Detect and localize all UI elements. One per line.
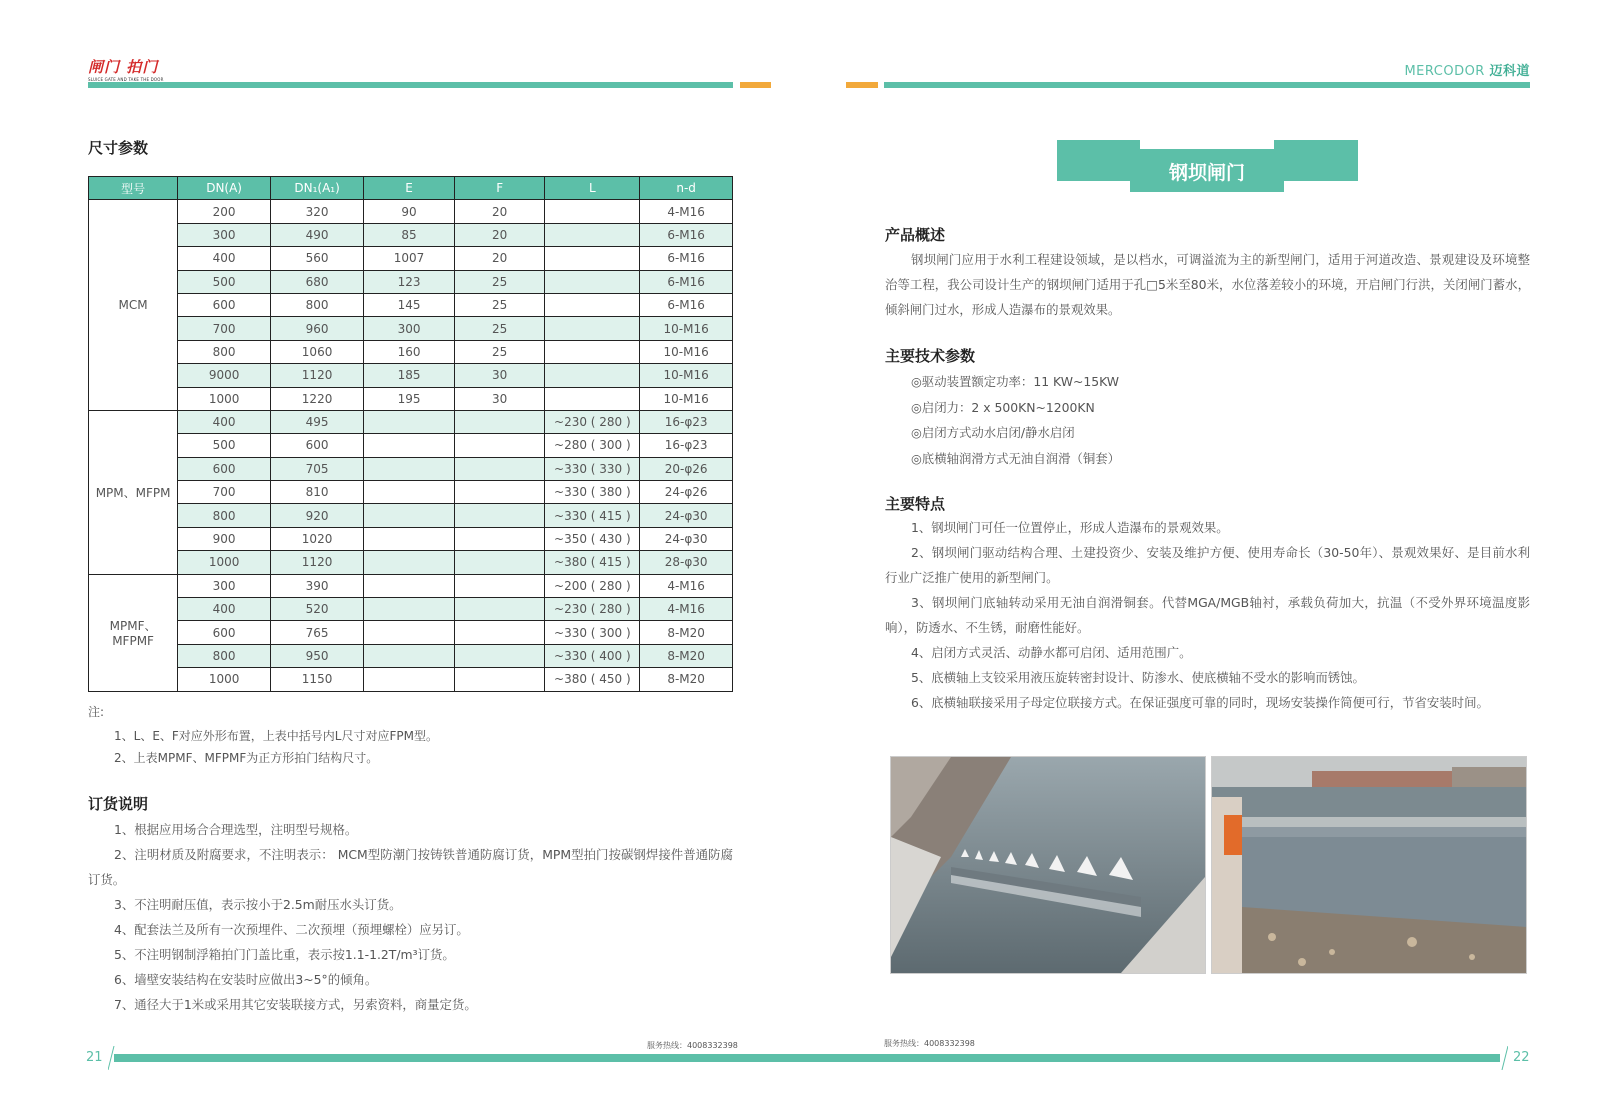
page-number-right: 22 [1513,1050,1530,1065]
table-cell [364,644,455,667]
table-cell: 800 [178,644,271,667]
table-cell: 6-M16 [640,293,733,316]
table-cell: 705 [271,457,364,480]
table-row [89,598,733,621]
table-cell [545,317,640,340]
hotline-right: 服务热线：4008332398 [884,1039,975,1048]
table-cell: 1120 [271,551,364,574]
table-cell: 90 [364,200,455,223]
header-bar-right [884,82,1530,88]
model-cell: MPMF、 MFPMF [89,574,178,691]
table-cell: ~380 ( 450 ) [545,668,640,691]
table-row [89,434,733,457]
table-row [89,481,733,504]
table-cell [545,247,640,270]
param-item: ◎启闭方式动水启闭/静水启闭 [911,425,1075,440]
order-item: 2、注明材质及附腐要求，不注明表示： MCM型防潮门按铸铁普通防腐订货，MPM型拍门按碳钢焊接件普通防腐订货。 [88,847,733,887]
table-header-cell: F [454,177,545,200]
table-cell: 400 [178,598,271,621]
table-cell [545,364,640,387]
table-cell: 123 [364,270,455,293]
table-cell: ~330 ( 300 ) [545,621,640,644]
brand-en: MERCODOR [1404,64,1485,79]
table-cell: ~230 ( 280 ) [545,410,640,433]
table-cell: 600 [178,621,271,644]
order-item: 4、配套法兰及所有一次预埋件、二次预埋（预埋螺栓）应另订。 [114,922,469,937]
params-title: 主要技术参数 [885,347,976,365]
table-cell: 300 [178,574,271,597]
table-cell [454,621,545,644]
table-cell: 400 [178,410,271,433]
table-row [89,270,733,293]
table-cell: 20 [454,200,545,223]
table-cell [364,527,455,550]
table-header-cell: L [545,177,640,200]
logo-cn: 闸门 拍门 [88,58,159,76]
param-item: ◎驱动装置额定功率：11 KW~15KW [911,374,1120,389]
footer-bar [108,1046,1508,1070]
table-cell [364,457,455,480]
param-item: ◎底横轴润滑方式无油自润滑（铜套） [911,450,1121,466]
table-cell: 800 [178,340,271,363]
table-cell: 1150 [271,668,364,691]
table-cell: 25 [454,270,545,293]
table-cell: 200 [178,200,271,223]
table-cell: 520 [271,598,364,621]
table-row [89,200,733,223]
table-cell [454,668,545,691]
table-header-cell: n-d [640,177,733,200]
table-cell [454,457,545,480]
table-row [89,223,733,246]
table-cell [545,200,640,223]
table-cell [364,410,455,433]
table-cell [454,481,545,504]
table-cell [454,598,545,621]
table-cell [364,668,455,691]
table-cell: 8-M20 [640,644,733,667]
table-cell: 1060 [271,340,364,363]
table-header-cell: DN₁(A₁) [271,177,364,200]
notes-label: 注: [88,705,105,719]
params-list [885,369,1530,471]
table-cell [364,434,455,457]
table-cell: 500 [178,270,271,293]
table-cell [545,340,640,363]
table-cell: 10-M16 [640,364,733,387]
param-item: ◎启闭力：2 x 500KN~1200KN [911,399,1095,415]
table-cell: 1007 [364,247,455,270]
table-row [89,364,733,387]
table-cell: ~280 ( 300 ) [545,434,640,457]
table-cell: 600 [178,293,271,316]
table-cell: 24-φ30 [640,504,733,527]
table-cell: ~230 ( 280 ) [545,598,640,621]
table-cell: 24-φ30 [640,527,733,550]
table-cell: 920 [271,504,364,527]
table-cell: 16-φ23 [640,410,733,433]
table-cell [364,574,455,597]
table-cell: 160 [364,340,455,363]
table-cell: 4-M16 [640,200,733,223]
table-cell: 6-M16 [640,270,733,293]
table-cell: 8-M20 [640,668,733,691]
table-cell: 560 [271,247,364,270]
table-cell: 1220 [271,387,364,410]
table-cell [545,270,640,293]
table-cell: 390 [271,574,364,597]
table-cell [364,481,455,504]
table-cell: 1000 [178,551,271,574]
table-cell: ~330 ( 380 ) [545,481,640,504]
table-cell: 500 [178,434,271,457]
table-cell: 1120 [271,364,364,387]
table-cell: 4-M16 [640,574,733,597]
title-banner [1057,140,1358,192]
table-cell: 20-φ26 [640,457,733,480]
table-cell [454,504,545,527]
order-item: 7、通径大于1米或采用其它安装联接方式，另索资料，商量定货。 [114,997,477,1012]
table-cell [454,551,545,574]
table-row [89,387,733,410]
note-item: 2、上表MPMF、MFPMF为正方形拍门结构尺寸。 [114,751,379,765]
table-header-cell: E [364,177,455,200]
model-cell: MPM、MFPM [89,410,178,574]
table-cell: 195 [364,387,455,410]
table-cell: 25 [454,293,545,316]
table-cell: 300 [178,223,271,246]
table-cell [454,644,545,667]
table-cell [364,598,455,621]
table-cell: ~350 ( 430 ) [545,527,640,550]
table-cell: 300 [364,317,455,340]
feature-item: 6、底横轴联接采用子母定位联接方式。在保证强度可靠的同时，现场安装操作简便可行，节省安装时间。 [911,695,1489,710]
overview-title: 产品概述 [885,226,946,244]
features-title: 主要特点 [885,495,946,513]
steel-dam-gate-photo-2 [1211,756,1527,974]
table-cell: 320 [271,200,364,223]
table-cell: 20 [454,247,545,270]
table-cell [454,434,545,457]
table-row [89,293,733,316]
order-item: 6、墙壁安装结构在安装时应做出3~5°的倾角。 [114,972,378,987]
table-row [89,340,733,363]
table-cell: 680 [271,270,364,293]
table-row [89,527,733,550]
table-cell: 16-φ23 [640,434,733,457]
brand-logo [1404,60,1530,79]
table-cell: 85 [364,223,455,246]
table-cell: 9000 [178,364,271,387]
order-item: 3、不注明耐压值，表示按小于2.5m耐压水头订货。 [114,897,402,912]
size-params-title: 尺寸参数 [88,139,149,157]
table-cell: ~200 ( 280 ) [545,574,640,597]
table-cell: 900 [178,527,271,550]
table-cell: 24-φ26 [640,481,733,504]
banner-title: 钢坝闸门 [1168,162,1245,184]
table-row [89,504,733,527]
table-cell: 700 [178,317,271,340]
table-cell: 960 [271,317,364,340]
hotline-left: 服务热线：4008332398 [647,1041,738,1050]
table-cell: 30 [454,387,545,410]
header-bar-left [88,82,733,88]
table-row [89,247,733,270]
table-cell: 6-M16 [640,247,733,270]
feature-item: 4、启闭方式灵活、动静水都可启闭、适用范围广。 [911,645,1192,660]
order-title: 订货说明 [88,795,149,813]
feature-item: 1、钢坝闸门可任一位置停止，形成人造瀑布的景观效果。 [911,520,1229,535]
table-cell [454,574,545,597]
table-cell: 10-M16 [640,340,733,363]
features-list [885,515,1530,715]
table-cell: 185 [364,364,455,387]
table-cell: 800 [271,293,364,316]
table-cell [454,410,545,433]
table-cell: 30 [454,364,545,387]
table-cell: 765 [271,621,364,644]
table-cell: 10-M16 [640,317,733,340]
note-item: 1、L、E、F对应外形布置，上表中括号内L尺寸对应FPM型。 [114,729,438,743]
header-accent-right [846,82,878,88]
table-cell [364,551,455,574]
size-params-table [88,176,733,692]
table-row [89,668,733,691]
table-cell: 6-M16 [640,223,733,246]
order-item: 1、根据应用场合合理选型，注明型号规格。 [114,822,358,837]
table-cell: ~380 ( 415 ) [545,551,640,574]
table-cell [545,387,640,410]
table-cell: 600 [178,457,271,480]
table-cell: 1000 [178,387,271,410]
table-row [89,574,733,597]
table-cell: 25 [454,317,545,340]
feature-item: 2、钢坝闸门驱动结构合理、土建投资少、安装及维护方便、使用寿命长（30-50年）、景观效果好、是目前水利行业广泛推广使用的新型闸门。 [885,545,1530,585]
table-cell: 400 [178,247,271,270]
table-cell: 10-M16 [640,387,733,410]
table-header-row [89,177,733,200]
left-logo [88,56,164,82]
table-header-cell: DN(A) [178,177,271,200]
table-cell: 8-M20 [640,621,733,644]
table-cell: ~330 ( 400 ) [545,644,640,667]
table-cell: 800 [178,504,271,527]
table-header-cell: 型号 [89,177,178,200]
table-cell: 490 [271,223,364,246]
table-cell: ~330 ( 330 ) [545,457,640,480]
brand-cn: 迈科道 [1489,64,1530,79]
table-cell: 28-φ30 [640,551,733,574]
table-cell [454,527,545,550]
feature-item: 3、钢坝闸门底轴转动采用无油自润滑铜套。代替MGA/MGB轴衬，承载负荷加大，抗温（不受外界环境温度影响），防透水、不生锈，耐磨性能好。 [885,595,1530,635]
table-row [89,317,733,340]
logo-en: SLUICE GATE AND TAKE THE DOOR [88,77,164,82]
table-row [89,410,733,433]
table-cell: 700 [178,481,271,504]
header-accent-left [740,82,771,88]
table-cell: 1000 [178,668,271,691]
table-cell: 950 [271,644,364,667]
table-row [89,644,733,667]
table-row [89,457,733,480]
table-cell [364,504,455,527]
steel-dam-gate-photo-1 [890,756,1206,974]
table-cell [364,621,455,644]
table-cell: 4-M16 [640,598,733,621]
order-item: 5、不注明钢制浮箱拍门门盖比重，表示按1.1-1.2T/m³订货。 [114,947,455,962]
table-cell: 25 [454,340,545,363]
table-cell: ~330 ( 415 ) [545,504,640,527]
table-cell [545,223,640,246]
page-number-left: 21 [86,1050,103,1065]
overview-text: 钢坝闸门应用于水利工程建设领域，是以档水，可调溢流为主的新型闸门，适用于河道改造、景观建设及环境整治等工程，我公司设计生产的钢坝闸门适用于孔□5米至80米，水位落差较小的环境，开启闸门行洪，关闭闸门蓄水，倾斜闸门过水，形成人造瀑布的景观效果。 [885,252,1530,317]
feature-item: 5、底横轴上支铰采用液压旋转密封设计、防渗水、使底横轴不受水的影响而锈蚀。 [911,670,1365,685]
table-cell: 1020 [271,527,364,550]
table-row [89,551,733,574]
table-cell: 20 [454,223,545,246]
table-cell [545,293,640,316]
table-cell: 145 [364,293,455,316]
order-list [88,817,733,1017]
table-row [89,621,733,644]
table-cell: 495 [271,410,364,433]
table-cell: 810 [271,481,364,504]
model-cell: MCM [89,200,178,411]
table-cell: 600 [271,434,364,457]
